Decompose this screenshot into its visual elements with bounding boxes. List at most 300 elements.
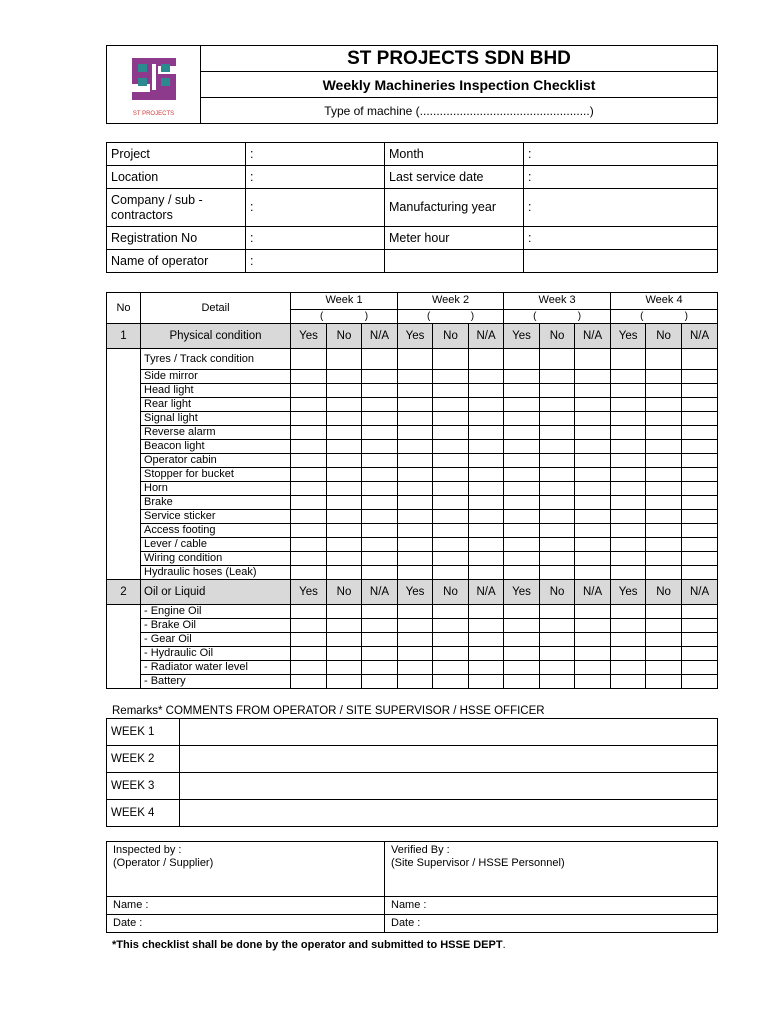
section-header-row <box>107 324 718 349</box>
check-box[interactable] <box>291 398 327 412</box>
check-box[interactable] <box>469 619 504 633</box>
check-box[interactable] <box>575 566 611 580</box>
check-box[interactable] <box>504 661 540 675</box>
check-box[interactable] <box>398 398 433 412</box>
check-box[interactable] <box>575 398 611 412</box>
check-box[interactable] <box>611 468 646 482</box>
check-box[interactable] <box>433 398 469 412</box>
check-box[interactable] <box>291 647 327 661</box>
check-box[interactable] <box>682 468 718 482</box>
check-box[interactable] <box>575 510 611 524</box>
check-box[interactable] <box>540 384 575 398</box>
check-box[interactable] <box>611 552 646 566</box>
check-box[interactable] <box>504 496 540 510</box>
check-box[interactable] <box>469 524 504 538</box>
check-box[interactable] <box>291 349 327 370</box>
check-box[interactable] <box>682 384 718 398</box>
check-box[interactable] <box>433 482 469 496</box>
check-box[interactable] <box>362 412 398 426</box>
check-box[interactable] <box>291 412 327 426</box>
check-box[interactable] <box>575 675 611 689</box>
check-box[interactable] <box>575 349 611 370</box>
check-box[interactable] <box>682 524 718 538</box>
check-box[interactable] <box>646 412 682 426</box>
check-box[interactable] <box>433 524 469 538</box>
check-box[interactable] <box>291 440 327 454</box>
check-box[interactable] <box>327 552 362 566</box>
inspector-date-field[interactable]: Date : <box>107 915 385 933</box>
check-box[interactable] <box>469 349 504 370</box>
check-box[interactable] <box>540 524 575 538</box>
check-box[interactable] <box>327 524 362 538</box>
check-box[interactable] <box>682 510 718 524</box>
check-box[interactable] <box>611 524 646 538</box>
check-box[interactable] <box>540 647 575 661</box>
check-box[interactable] <box>646 349 682 370</box>
check-box[interactable] <box>291 661 327 675</box>
check-box[interactable] <box>646 398 682 412</box>
info-value-field[interactable]: : <box>246 166 385 189</box>
check-box[interactable] <box>291 384 327 398</box>
check-box[interactable] <box>575 538 611 552</box>
check-box[interactable] <box>398 675 433 689</box>
check-box[interactable] <box>611 398 646 412</box>
check-box[interactable] <box>469 440 504 454</box>
check-box[interactable] <box>327 398 362 412</box>
check-box[interactable] <box>469 370 504 384</box>
check-box[interactable] <box>646 440 682 454</box>
check-box[interactable] <box>504 454 540 468</box>
week-date-field[interactable] <box>611 309 718 323</box>
check-box[interactable] <box>362 538 398 552</box>
check-box[interactable] <box>646 552 682 566</box>
check-box[interactable] <box>291 496 327 510</box>
check-box[interactable] <box>611 496 646 510</box>
check-box[interactable] <box>398 647 433 661</box>
check-box[interactable] <box>469 633 504 647</box>
check-box[interactable] <box>433 552 469 566</box>
verified-by-cell[interactable] <box>385 842 718 897</box>
check-box[interactable] <box>504 384 540 398</box>
check-box[interactable] <box>611 510 646 524</box>
check-box[interactable] <box>575 661 611 675</box>
check-box[interactable] <box>398 633 433 647</box>
check-box[interactable] <box>540 349 575 370</box>
check-box[interactable] <box>291 510 327 524</box>
remarks-input[interactable] <box>180 746 718 773</box>
check-box[interactable] <box>646 510 682 524</box>
check-box[interactable] <box>362 398 398 412</box>
check-box[interactable] <box>504 633 540 647</box>
check-box[interactable] <box>575 454 611 468</box>
check-box[interactable] <box>291 552 327 566</box>
check-box[interactable] <box>291 675 327 689</box>
check-box[interactable] <box>327 426 362 440</box>
check-box[interactable] <box>398 440 433 454</box>
check-box[interactable] <box>646 647 682 661</box>
answer-header: N/A <box>575 324 611 349</box>
check-box[interactable] <box>291 524 327 538</box>
check-box[interactable] <box>469 482 504 496</box>
check-box[interactable] <box>398 566 433 580</box>
check-box[interactable] <box>540 605 575 619</box>
checklist-item-label: Head light <box>141 384 291 398</box>
check-box[interactable] <box>575 482 611 496</box>
check-box[interactable] <box>327 440 362 454</box>
check-box[interactable] <box>433 412 469 426</box>
check-box[interactable] <box>540 412 575 426</box>
checklist-item-row <box>107 524 718 538</box>
check-box[interactable] <box>291 370 327 384</box>
check-box[interactable] <box>575 552 611 566</box>
check-box[interactable] <box>469 647 504 661</box>
verifier-date-field[interactable]: Date : <box>385 915 718 933</box>
check-box[interactable] <box>646 633 682 647</box>
check-box[interactable] <box>398 482 433 496</box>
check-box[interactable] <box>682 647 718 661</box>
check-box[interactable] <box>327 412 362 426</box>
check-box[interactable] <box>398 370 433 384</box>
check-box[interactable] <box>469 605 504 619</box>
check-box[interactable] <box>646 482 682 496</box>
check-box[interactable] <box>362 384 398 398</box>
check-box[interactable] <box>575 370 611 384</box>
check-box[interactable] <box>646 675 682 689</box>
check-box[interactable] <box>682 496 718 510</box>
check-box[interactable] <box>504 552 540 566</box>
check-box[interactable] <box>682 349 718 370</box>
check-box[interactable] <box>575 468 611 482</box>
check-box[interactable] <box>327 619 362 633</box>
check-box[interactable] <box>504 412 540 426</box>
check-box[interactable] <box>646 538 682 552</box>
check-box[interactable] <box>469 566 504 580</box>
check-box[interactable] <box>611 647 646 661</box>
check-box[interactable] <box>504 619 540 633</box>
check-box[interactable] <box>362 349 398 370</box>
check-box[interactable] <box>362 440 398 454</box>
check-box[interactable] <box>540 496 575 510</box>
check-box[interactable] <box>504 605 540 619</box>
check-box[interactable] <box>611 566 646 580</box>
check-box[interactable] <box>646 661 682 675</box>
week-date-field[interactable] <box>291 309 398 323</box>
check-box[interactable] <box>540 552 575 566</box>
check-box[interactable] <box>327 384 362 398</box>
check-box[interactable] <box>362 605 398 619</box>
check-box[interactable] <box>327 675 362 689</box>
check-box[interactable] <box>433 538 469 552</box>
check-box[interactable] <box>611 440 646 454</box>
check-box[interactable] <box>433 349 469 370</box>
check-box[interactable] <box>291 454 327 468</box>
check-box[interactable] <box>362 675 398 689</box>
check-box[interactable] <box>611 619 646 633</box>
check-box[interactable] <box>504 426 540 440</box>
check-box[interactable] <box>682 454 718 468</box>
info-value-field[interactable]: : <box>246 189 385 227</box>
check-box[interactable] <box>540 619 575 633</box>
info-value-field[interactable]: : <box>246 227 385 250</box>
check-box[interactable] <box>540 398 575 412</box>
check-box[interactable] <box>398 412 433 426</box>
check-box[interactable] <box>682 482 718 496</box>
check-box[interactable] <box>646 566 682 580</box>
check-box[interactable] <box>327 538 362 552</box>
check-box[interactable] <box>362 633 398 647</box>
check-box[interactable] <box>469 468 504 482</box>
check-box[interactable] <box>433 633 469 647</box>
check-box[interactable] <box>682 605 718 619</box>
check-box[interactable] <box>469 412 504 426</box>
check-box[interactable] <box>362 482 398 496</box>
check-box[interactable] <box>504 566 540 580</box>
check-box[interactable] <box>575 619 611 633</box>
check-box[interactable] <box>646 524 682 538</box>
check-box[interactable] <box>398 661 433 675</box>
week-date-field[interactable] <box>504 309 611 323</box>
check-box[interactable] <box>646 496 682 510</box>
check-box[interactable] <box>504 538 540 552</box>
check-box[interactable] <box>398 454 433 468</box>
check-box[interactable] <box>504 349 540 370</box>
check-box[interactable] <box>362 370 398 384</box>
check-box[interactable] <box>327 454 362 468</box>
check-box[interactable] <box>469 510 504 524</box>
check-box[interactable] <box>540 566 575 580</box>
check-box[interactable] <box>504 370 540 384</box>
check-box[interactable] <box>398 349 433 370</box>
week-header: Week 3 <box>504 293 611 310</box>
check-box[interactable] <box>504 510 540 524</box>
check-box[interactable] <box>433 440 469 454</box>
check-box[interactable] <box>540 426 575 440</box>
check-box[interactable] <box>575 633 611 647</box>
check-box[interactable] <box>362 661 398 675</box>
check-box[interactable] <box>682 440 718 454</box>
check-box[interactable] <box>575 426 611 440</box>
check-box[interactable] <box>540 454 575 468</box>
check-box[interactable] <box>398 538 433 552</box>
check-box[interactable] <box>398 552 433 566</box>
check-box[interactable] <box>291 619 327 633</box>
check-box[interactable] <box>611 633 646 647</box>
check-box[interactable] <box>540 661 575 675</box>
check-box[interactable] <box>433 468 469 482</box>
check-box[interactable] <box>398 510 433 524</box>
check-box[interactable] <box>682 398 718 412</box>
check-box[interactable] <box>327 566 362 580</box>
check-box[interactable] <box>611 349 646 370</box>
inspected-by-role: (Operator / Supplier) <box>113 857 214 869</box>
check-box[interactable] <box>327 647 362 661</box>
logo-cell <box>107 46 201 124</box>
check-box[interactable] <box>469 661 504 675</box>
check-box[interactable] <box>433 426 469 440</box>
check-box[interactable] <box>540 538 575 552</box>
check-box[interactable] <box>362 468 398 482</box>
info-value-field[interactable]: : <box>524 143 718 166</box>
check-box[interactable] <box>398 384 433 398</box>
check-box[interactable] <box>327 468 362 482</box>
check-box[interactable] <box>611 426 646 440</box>
check-box[interactable] <box>611 454 646 468</box>
check-box[interactable] <box>291 468 327 482</box>
remarks-input[interactable] <box>180 719 718 746</box>
check-box[interactable] <box>682 633 718 647</box>
check-box[interactable] <box>327 510 362 524</box>
check-box[interactable] <box>611 370 646 384</box>
company-logo <box>124 52 184 110</box>
check-box[interactable] <box>504 482 540 496</box>
check-box[interactable] <box>682 538 718 552</box>
check-box[interactable] <box>575 384 611 398</box>
check-box[interactable] <box>433 384 469 398</box>
check-box[interactable] <box>362 510 398 524</box>
check-box[interactable] <box>646 454 682 468</box>
check-box[interactable] <box>504 675 540 689</box>
info-value-field[interactable]: : <box>524 166 718 189</box>
check-box[interactable] <box>291 538 327 552</box>
check-box[interactable] <box>433 566 469 580</box>
check-box[interactable] <box>327 605 362 619</box>
check-box[interactable] <box>291 426 327 440</box>
check-box[interactable] <box>433 647 469 661</box>
check-box[interactable] <box>540 675 575 689</box>
check-box[interactable] <box>611 384 646 398</box>
check-box[interactable] <box>646 605 682 619</box>
check-box[interactable] <box>646 384 682 398</box>
check-box[interactable] <box>362 566 398 580</box>
check-box[interactable] <box>362 454 398 468</box>
check-box[interactable] <box>327 633 362 647</box>
check-box[interactable] <box>362 496 398 510</box>
info-value-field[interactable]: : <box>246 250 385 273</box>
check-box[interactable] <box>327 349 362 370</box>
inspected-by-cell[interactable] <box>107 842 385 897</box>
check-box[interactable] <box>611 538 646 552</box>
check-box[interactable] <box>540 440 575 454</box>
check-box[interactable] <box>433 454 469 468</box>
check-box[interactable] <box>291 566 327 580</box>
check-box[interactable] <box>469 552 504 566</box>
check-box[interactable] <box>682 661 718 675</box>
check-box[interactable] <box>540 510 575 524</box>
item-number-cell <box>107 349 141 580</box>
check-box[interactable] <box>504 468 540 482</box>
check-box[interactable] <box>433 605 469 619</box>
check-box[interactable] <box>646 468 682 482</box>
check-box[interactable] <box>611 661 646 675</box>
check-box[interactable] <box>682 675 718 689</box>
inspector-name-field[interactable]: Name : <box>107 897 385 915</box>
check-box[interactable] <box>433 619 469 633</box>
info-value-field[interactable] <box>524 250 718 273</box>
check-box[interactable] <box>291 605 327 619</box>
check-box[interactable] <box>504 524 540 538</box>
week-date-field[interactable] <box>398 309 504 323</box>
machine-type-field[interactable]: Type of machine (...................................................) <box>201 98 718 124</box>
check-box[interactable] <box>682 412 718 426</box>
check-box[interactable] <box>646 426 682 440</box>
section-number: 2 <box>107 580 141 605</box>
check-box[interactable] <box>327 496 362 510</box>
check-box[interactable] <box>327 661 362 675</box>
info-value-field[interactable]: : <box>524 189 718 227</box>
check-box[interactable] <box>504 440 540 454</box>
check-box[interactable] <box>433 510 469 524</box>
check-box[interactable] <box>682 552 718 566</box>
check-box[interactable] <box>362 647 398 661</box>
check-box[interactable] <box>540 482 575 496</box>
verifier-name-field[interactable]: Name : <box>385 897 718 915</box>
check-box[interactable] <box>362 426 398 440</box>
check-box[interactable] <box>291 482 327 496</box>
check-box[interactable] <box>504 647 540 661</box>
check-box[interactable] <box>469 538 504 552</box>
check-box[interactable] <box>398 605 433 619</box>
check-box[interactable] <box>646 619 682 633</box>
info-value-field[interactable]: : <box>246 143 385 166</box>
check-box[interactable] <box>575 440 611 454</box>
check-box[interactable] <box>682 426 718 440</box>
check-box[interactable] <box>469 426 504 440</box>
remarks-input[interactable] <box>180 773 718 800</box>
check-box[interactable] <box>504 398 540 412</box>
check-box[interactable] <box>575 524 611 538</box>
check-box[interactable] <box>398 619 433 633</box>
check-box[interactable] <box>611 412 646 426</box>
check-box[interactable] <box>611 482 646 496</box>
check-box[interactable] <box>682 370 718 384</box>
check-box[interactable] <box>469 454 504 468</box>
check-box[interactable] <box>398 426 433 440</box>
check-box[interactable] <box>291 633 327 647</box>
check-box[interactable] <box>611 605 646 619</box>
check-box[interactable] <box>469 675 504 689</box>
check-box[interactable] <box>682 566 718 580</box>
check-box[interactable] <box>327 482 362 496</box>
check-box[interactable] <box>575 496 611 510</box>
check-box[interactable] <box>398 524 433 538</box>
check-box[interactable] <box>433 496 469 510</box>
check-box[interactable] <box>575 605 611 619</box>
check-box[interactable] <box>682 619 718 633</box>
check-box[interactable] <box>540 633 575 647</box>
check-box[interactable] <box>433 370 469 384</box>
check-box[interactable] <box>575 647 611 661</box>
check-box[interactable] <box>327 370 362 384</box>
check-box[interactable] <box>433 661 469 675</box>
check-box[interactable] <box>469 384 504 398</box>
check-box[interactable] <box>398 496 433 510</box>
check-box[interactable] <box>540 468 575 482</box>
check-box[interactable] <box>362 524 398 538</box>
check-box[interactable] <box>575 412 611 426</box>
check-box[interactable] <box>362 619 398 633</box>
check-box[interactable] <box>469 398 504 412</box>
remarks-input[interactable] <box>180 800 718 827</box>
check-box[interactable] <box>611 675 646 689</box>
check-box[interactable] <box>469 496 504 510</box>
check-box[interactable] <box>362 552 398 566</box>
info-value-field[interactable]: : <box>524 227 718 250</box>
check-box[interactable] <box>646 370 682 384</box>
check-box[interactable] <box>398 468 433 482</box>
check-box[interactable] <box>433 675 469 689</box>
check-box[interactable] <box>540 370 575 384</box>
info-label: Last service date <box>385 166 524 189</box>
